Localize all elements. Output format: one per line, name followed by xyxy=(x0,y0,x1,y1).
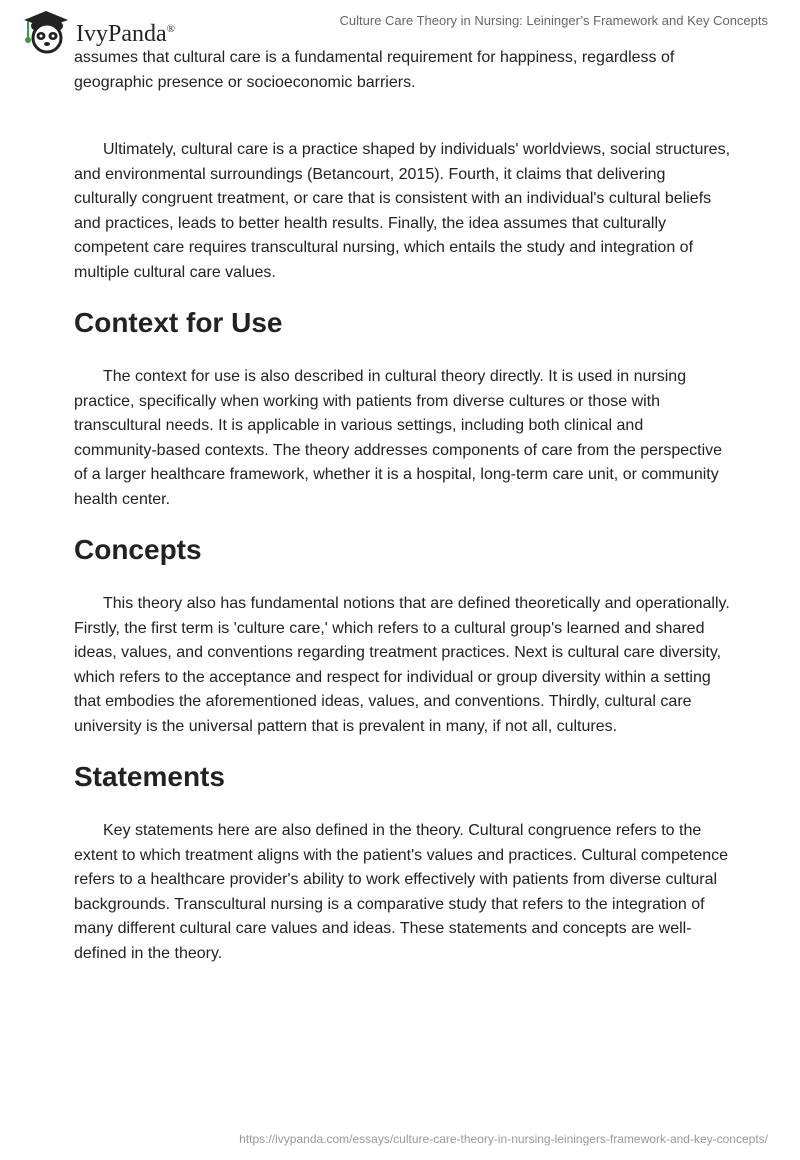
paragraph: The context for use is also described in cultural theory directly. It is used in nursing practice, specifically when working with patients from diverse cultures or those with transcultural needs. It is applicable in various settings, including both clinical and community-based contexts. The theory addresses components of care from the perspective of a larger healthcare framework, whether it is a hospital, long-term care unit, or community health center. xyxy=(74,368,723,508)
logo-text: IvyPanda® xyxy=(76,20,176,47)
essay-body xyxy=(74,46,730,984)
source-url[interactable]: https://ivypanda.com/essays/culture-care-theory-in-nursing-leiningers-framework-and-key-concepts/ xyxy=(239,1132,768,1146)
panda-graduate-icon xyxy=(20,8,74,54)
page-header xyxy=(0,0,800,46)
document-title: Culture Care Theory in Nursing: Leininger’s Framework and Key Concepts xyxy=(339,13,768,28)
paragraph: assumes that cultural care is a fundamental requirement for happiness, regardless of geographic presence or socioeconomic barriers. xyxy=(74,49,675,91)
paragraph: This theory also has fundamental notions that are defined theoretically and operationally. Firstly, the first term is 'culture care,' which refers to a cultural group's learned and shared ideas, values, and conventions regarding treatment practices. Next is cultural care diversity, which refers to the acceptance and respect for individual or group diversity within a setting that embodies the aforementioned ideas, values, and conventions. Thirdly, cultural care university is the universal pattern that is prevalent in many, if not all, cultures. xyxy=(74,595,730,735)
section-heading-concepts: Concepts xyxy=(74,534,202,565)
section-heading-statements: Statements xyxy=(74,761,225,792)
section-heading-context-for-use: Context for Use xyxy=(74,307,283,338)
paragraph: Ultimately, cultural care is a practice shaped by individuals' worldviews, social structures, and environmental surroundings (Betancourt, 2015). Fourth, it claims that delivering culturally congruent treatment, or care that is consistent with an individual's cultural beliefs and practices, leads to better health results. Finally, the idea assumes that culturally competent care requires transcultural nursing, which entails the study and integration of multiple cultural care values. xyxy=(74,141,731,281)
paragraph: Key statements here are also defined in the theory. Cultural congruence refers to the extent to which treatment aligns with the patient's values and practices. Cultural competence refers to a healthcare provider's ability to work effectively with patients from diverse cultural backgrounds. Transcultural nursing is a comparative study that refers to the integration of many different cultural care values and ideas. These statements and concepts are well-defined in the theory. xyxy=(74,822,729,962)
